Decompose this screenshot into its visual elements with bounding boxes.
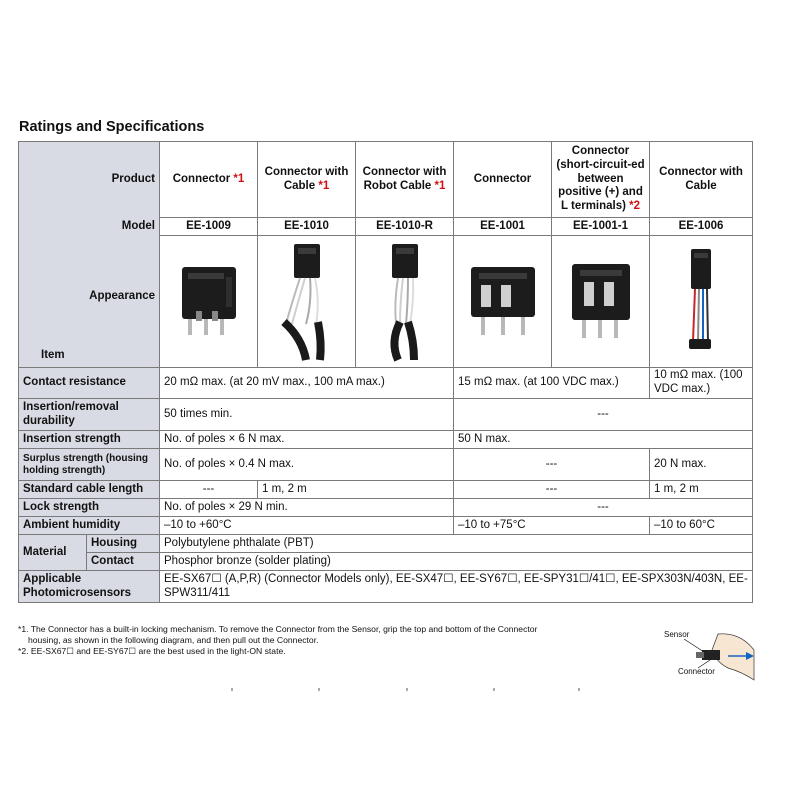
footnote-1-line-2: housing, as shown in the following diagram, and then pull out the Connector. bbox=[28, 635, 319, 645]
row-value: No. of poles × 29 N min. bbox=[160, 499, 454, 517]
appearance-cell bbox=[552, 236, 650, 368]
product-cell: Connector with Robot Cable *1 bbox=[356, 142, 454, 218]
footnote-2: *2. EE-SX67☐ and EE-SY67☐ are the best used in the light-ON state. bbox=[18, 646, 286, 656]
ambient-humidity-row bbox=[19, 517, 753, 535]
material-label: Material bbox=[19, 535, 87, 571]
connector-ee1010-image bbox=[272, 242, 342, 362]
row-value: 50 N max. bbox=[454, 431, 753, 449]
row-value: No. of poles × 0.4 N max. bbox=[160, 449, 454, 481]
row-label: Standard cable length bbox=[19, 481, 160, 499]
product-cell: Connector with Cable bbox=[650, 142, 753, 218]
row-label: Insertion strength bbox=[19, 431, 160, 449]
lock-strength-row bbox=[19, 499, 753, 517]
connector-ee1001-1-image bbox=[566, 260, 636, 344]
connector-ee1010r-image bbox=[370, 242, 440, 362]
housing-label: Housing bbox=[87, 535, 160, 553]
model-cell: EE-1010 bbox=[258, 218, 356, 236]
row-label: Ambient humidity bbox=[19, 517, 160, 535]
appearance-cell bbox=[650, 236, 753, 368]
appearance-cell bbox=[454, 236, 552, 368]
cable-length-row bbox=[19, 481, 753, 499]
insertion-removal-row bbox=[19, 399, 753, 431]
product-label: Product bbox=[19, 142, 160, 218]
contact-label: Contact bbox=[87, 553, 160, 571]
row-value: No. of poles × 6 N max. bbox=[160, 431, 454, 449]
row-value: --- bbox=[454, 449, 650, 481]
product-row bbox=[19, 142, 753, 218]
connector-ee1001-image bbox=[465, 263, 541, 341]
material-contact-row bbox=[19, 553, 753, 571]
row-value: –10 to 60°C bbox=[650, 517, 753, 535]
row-label: Surplus strength (housing holding strength) bbox=[19, 449, 160, 481]
footnote-1-line-1: *1. The Connector has a built-in locking mechanism. To remove the Connector from the Sensor, grip the top and bottom of the Connector bbox=[18, 624, 538, 634]
row-value: –10 to +60°C bbox=[160, 517, 454, 535]
contact-resistance-row bbox=[19, 368, 753, 399]
model-cell: EE-1001-1 bbox=[552, 218, 650, 236]
row-value: 1 m, 2 m bbox=[258, 481, 454, 499]
surplus-strength-row bbox=[19, 449, 753, 481]
contact-value: Phosphor bronze (solder plating) bbox=[160, 553, 753, 571]
row-value: --- bbox=[160, 481, 258, 499]
model-cell: EE-1001 bbox=[454, 218, 552, 236]
row-value: 15 mΩ max. (at 100 VDC max.) bbox=[454, 368, 650, 399]
model-row bbox=[19, 218, 753, 236]
row-label: Contact resistance bbox=[19, 368, 160, 399]
row-value: –10 to +75°C bbox=[454, 517, 650, 535]
appearance-row bbox=[19, 236, 753, 368]
removal-diagram-illustration bbox=[658, 628, 758, 688]
row-label: Applicable Photomicrosensors bbox=[19, 571, 160, 603]
removal-diagram bbox=[658, 628, 758, 688]
page-edge-marks bbox=[0, 688, 800, 692]
row-value: 20 N max. bbox=[650, 449, 753, 481]
specifications-table bbox=[18, 141, 753, 603]
row-label: Lock strength bbox=[19, 499, 160, 517]
row-label: Insertion/removal durability bbox=[19, 399, 160, 431]
connector-ee1009-image bbox=[174, 261, 244, 343]
housing-value: Polybutylene phthalate (PBT) bbox=[160, 535, 753, 553]
product-cell: Connector with Cable *1 bbox=[258, 142, 356, 218]
appearance-cell bbox=[160, 236, 258, 368]
footnotes bbox=[18, 624, 658, 657]
appearance-header bbox=[19, 236, 160, 368]
connector-label: Connector bbox=[678, 667, 715, 676]
row-value: EE-SX67☐ (A,P,R) (Connector Models only), EE-SX47☐, EE-SY67☐, EE-SPY31☐/41☐, EE-SPX303N/403N, EE-SPW311/411 bbox=[160, 571, 753, 603]
appearance-label: Appearance bbox=[89, 289, 156, 302]
model-cell: EE-1010-R bbox=[356, 218, 454, 236]
row-value: 1 m, 2 m bbox=[650, 481, 753, 499]
section-title: Ratings and Specifications bbox=[19, 119, 205, 135]
appearance-cell bbox=[258, 236, 356, 368]
item-label: Item bbox=[41, 349, 65, 362]
photomicrosensors-row bbox=[19, 571, 753, 603]
insertion-strength-row bbox=[19, 431, 753, 449]
row-value: 10 mΩ max. (100 VDC max.) bbox=[650, 368, 753, 399]
row-value: --- bbox=[454, 499, 753, 517]
row-value: --- bbox=[454, 481, 650, 499]
model-cell: EE-1006 bbox=[650, 218, 753, 236]
row-value: 50 times min. bbox=[160, 399, 454, 431]
sensor-label: Sensor bbox=[664, 630, 690, 639]
appearance-cell bbox=[356, 236, 454, 368]
row-value: 20 mΩ max. (at 20 mV max., 100 mA max.) bbox=[160, 368, 454, 399]
connector-ee1006-image bbox=[681, 247, 721, 357]
model-cell: EE-1009 bbox=[160, 218, 258, 236]
row-value: --- bbox=[454, 399, 753, 431]
material-housing-row bbox=[19, 535, 753, 553]
model-label: Model bbox=[19, 218, 160, 236]
product-cell: Connector (short-circuit-ed between positive (+) and L terminals) *2 bbox=[552, 142, 650, 218]
product-cell: Connector *1 bbox=[160, 142, 258, 218]
product-cell: Connector bbox=[454, 142, 552, 218]
